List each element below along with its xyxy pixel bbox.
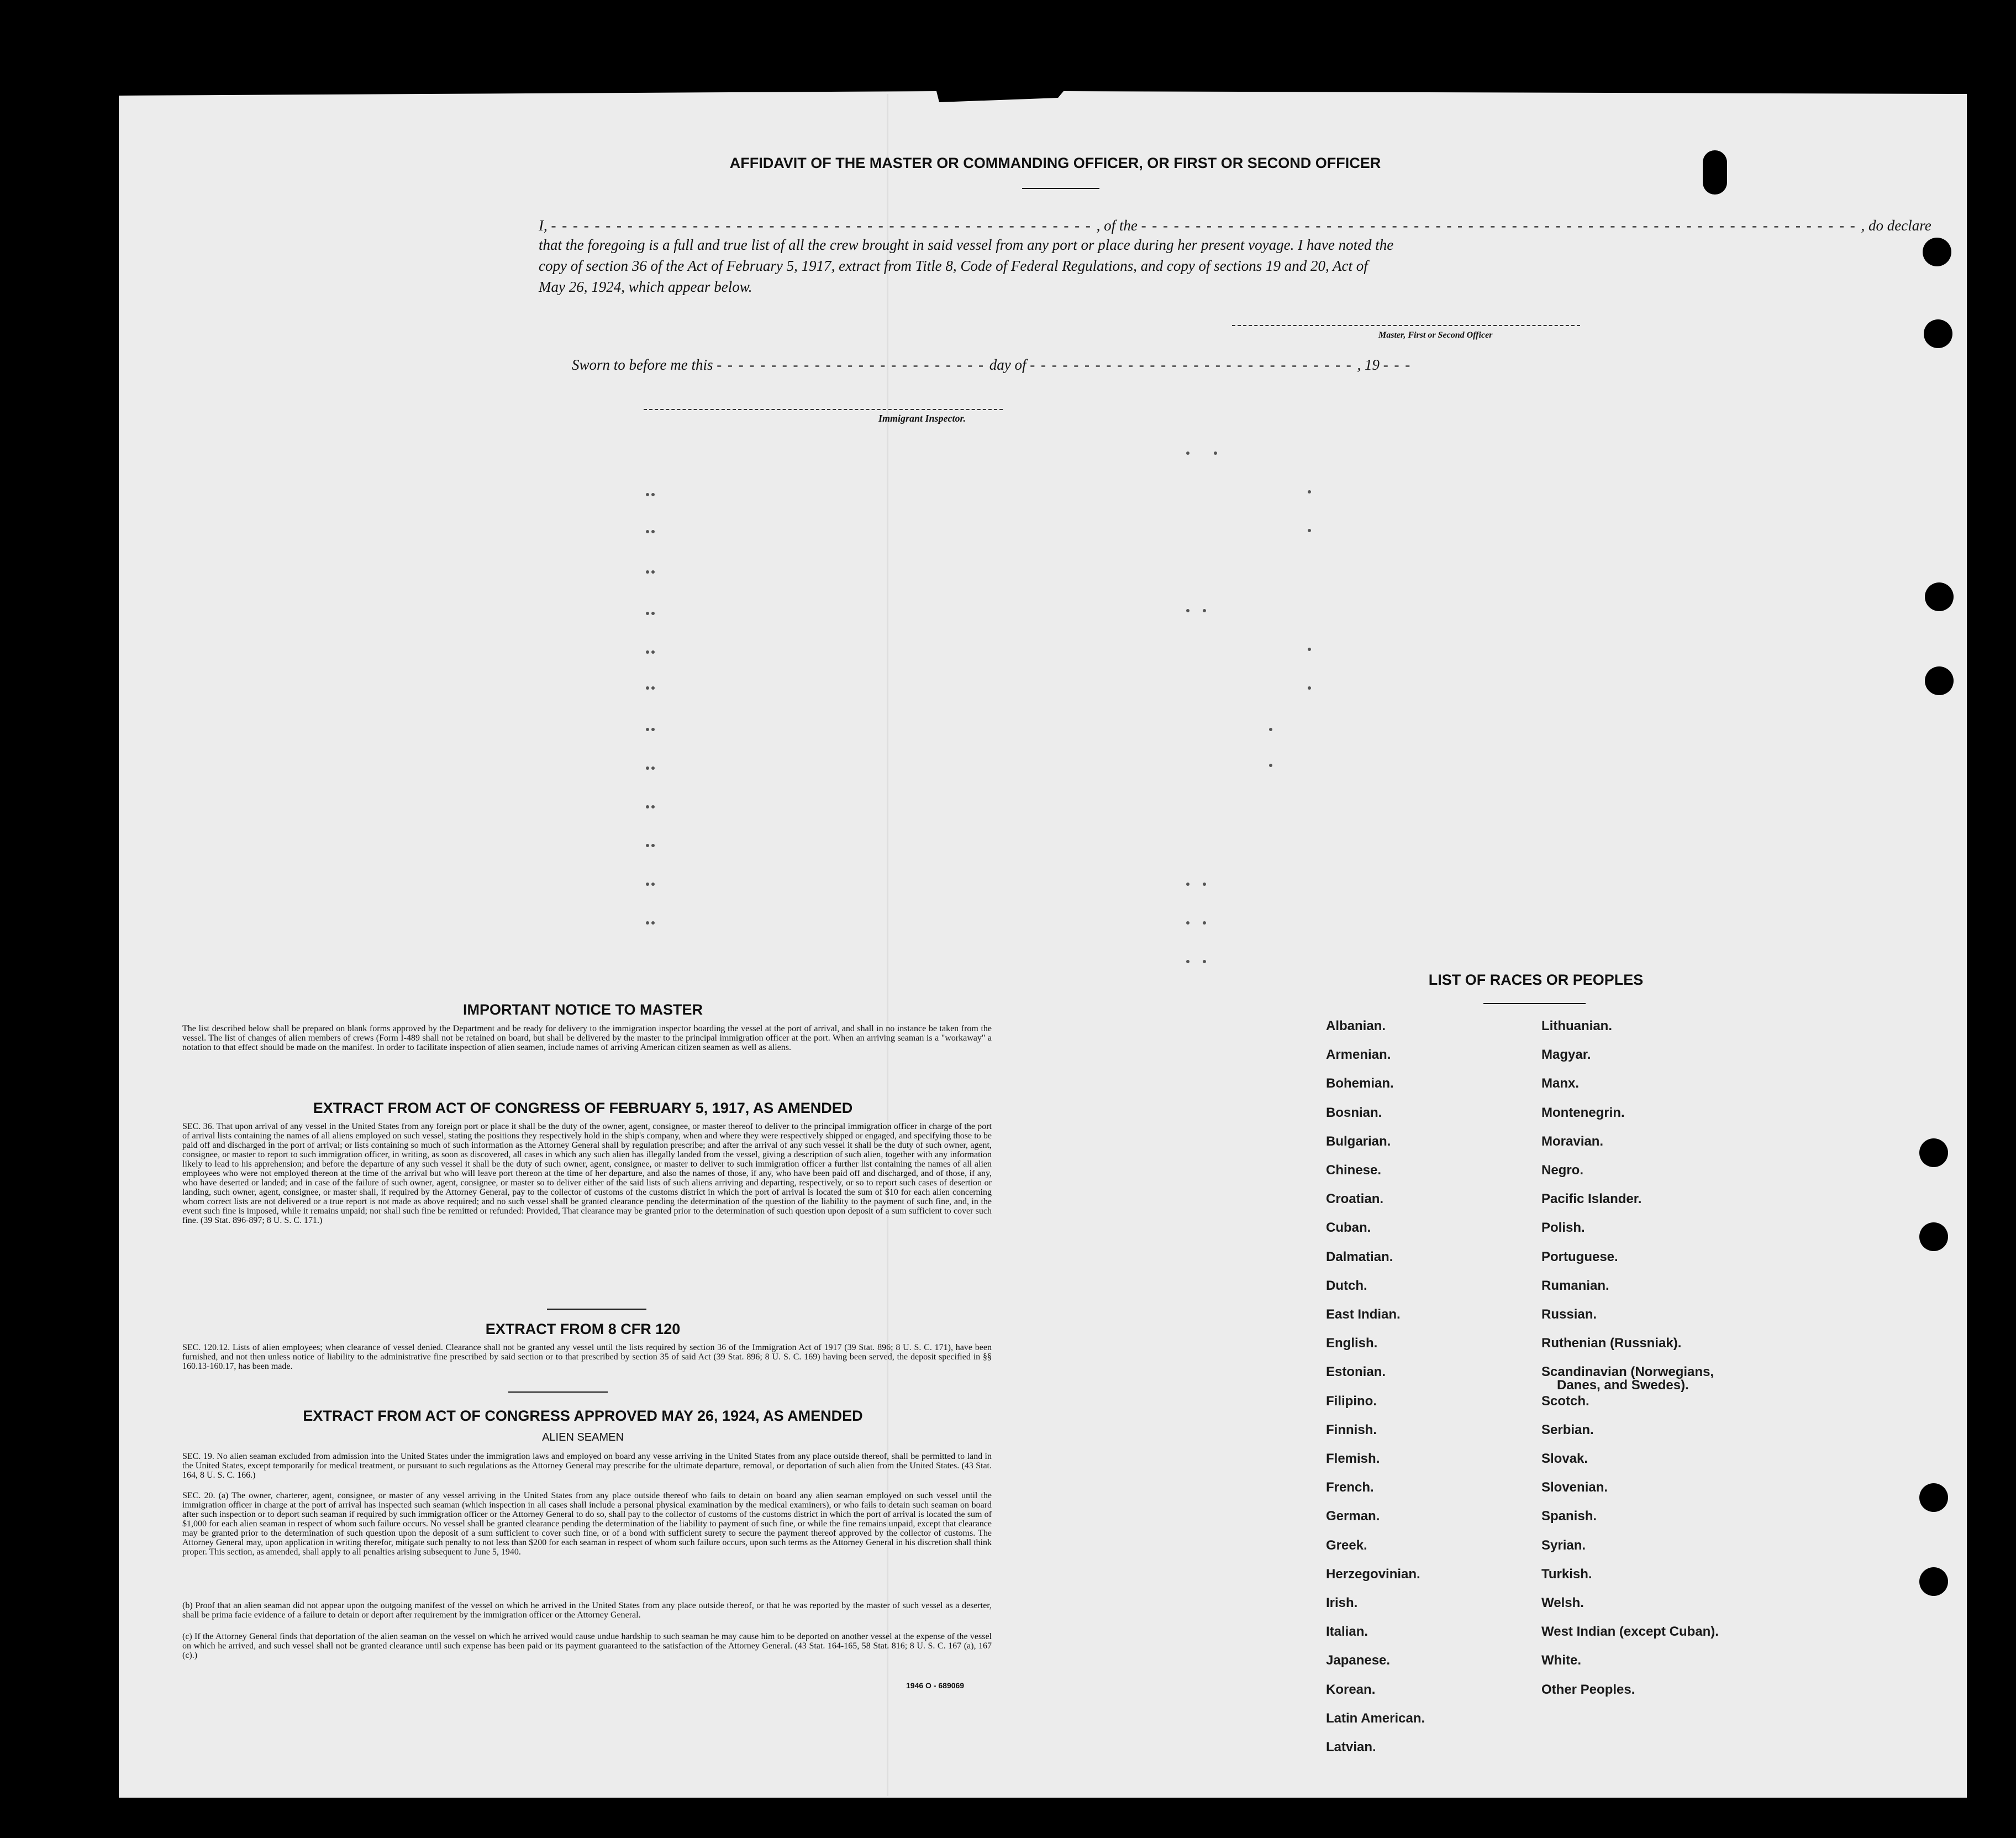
race-item: Albanian. [1326,1018,1386,1033]
print-code: 1946 O - 689069 [906,1681,965,1690]
race-item: East Indian. [1326,1307,1401,1322]
sworn-month-blank[interactable]: - - - - - - - - - - - - - - - - - - - - - - - - - - - - - - [1030,356,1357,373]
race-item: Portuguese. [1541,1249,1618,1264]
race-item: German. [1326,1509,1380,1524]
race-item: Latvian. [1326,1740,1376,1755]
affidavit-title: AFFIDAVIT OF THE MASTER OR COMMANDING OFFICER, OR FIRST OR SECOND OFFICER [729,155,1381,171]
race-item: Welsh. [1541,1595,1584,1610]
sworn-year: , 19 [1357,356,1380,373]
race-item: Filipino. [1326,1394,1377,1409]
race-item: Negro. [1541,1163,1584,1178]
race-item: Japanese. [1326,1653,1391,1668]
sec20c-body: (c) If the Attorney General finds that deportation of the alien seaman on the vessel on which he arrived would cause undue hardship to such seaman he may cause him to be deported on another vessel at the expense of the vessel on which he arrived, and such vessel shall not be granted clearance until such expense has been paid or its payment guaranteed to the satisfaction of the Attorney General. (43 Stat. 164-165, 58 Stat. 816; 8 U. S. C. 167 (a), 167 (c).) [182,1632,992,1660]
race-item: Pacific Islander. [1541,1191,1642,1206]
race-item: Bosnian. [1326,1105,1382,1120]
sworn-year-blank[interactable]: - - - [1383,356,1412,373]
declaration-body-1: that the foregoing is a full and true list of all the crew brought in said vessel from any port or place during her present voyage. I have noted the [539,237,1394,253]
race-item: Russian. [1541,1307,1597,1322]
section-rule [508,1391,608,1393]
declaration-of-the: , of the [1096,217,1138,234]
race-item: Italian. [1326,1624,1368,1639]
race-item: Serbian. [1541,1422,1594,1437]
race-item: Slovak. [1541,1451,1588,1466]
race-item: Spanish. [1541,1509,1597,1524]
race-item: Dutch. [1326,1278,1367,1293]
race-item: Chinese. [1326,1163,1382,1178]
alien-seamen-subtitle: ALIEN SEAMEN [542,1431,624,1443]
extract-cfr-body: SEC. 120.12. Lists of alien employees; when clearance of vessel denied. Clearance shall not be granted any vessel until the lists required by section 36 of the Immigration Act of 1917 (39 Stat. 896; 8 U. S. C. 171), have been furnished, and not then unless notice of liability to the administrative fine prescribed by said section or to that prescribed by section 35 of said Act (39 Stat. 896; 8 U. S. C. 169) having been served, the deposit specified in §§ 160.13-160.17, has been made. [182,1343,992,1371]
race-item: Croatian. [1326,1191,1384,1206]
vessel-blank[interactable]: - - - - - - - - - - - - - - - - - - - - - - - - - - - - - - - - - - - - - - - - - - - - - - - - - - - - - - - - - - - - - - - - - - [1141,217,1861,234]
extract-1917-body: SEC. 36. That upon arrival of any vessel in the United States from any foreign port or place it shall be the duty of the owner, agent, consignee, or master thereof to deliver to the principal immigration officer in charge of the port of arrival lists containing the names of all aliens employed on such vessel, stating the positions they respectively hold in the ship's company, when and where they were respectively shipped or engaged, and specifying those to be paid off and discharged in the port of arrival; or lists containing so much of such information as the Attorney General shall by regulation prescribe; and after the arrival of any such vessel it shall be the duty of such owner, agent, consignee, or master to report to such immigration officer, in writing, as soon as discovered, all cases in which any such alien has illegally landed from the vessel, giving a description of such alien, together with any information likely to lead to his apprehension; and before the departure of any such vessel it shall be the duty of such owner, agent, consignee, or master to deliver to such immigration officer a further list containing the names of all alien employees who were not employed thereon at the time of the arrival but who will leave port thereon at the time of her departure, and also the names of those, if any, who have been paid off and discharged, and of those, if any, who have deserted or landed; and in case of the failure of such owner, agent, consignee, or master so to deliver either of the said lists of such aliens arriving and departing, respectively, or so to report such cases of desertion or landing, such owner, agent, consignee, or master shall, if required by the Attorney General, pay to the collector of customs of the customs district in which the port of arrival is located the sum of $10 for each alien concerning whom correct lists are not delivered or a true report is not made as above required; and no such vessel shall be granted clearance pending the determination of the question of the liability to the payment of such fine, and, in the event such fine is imposed, while it remains unpaid; nor shall such fine be remitted or refunded: Provided, That clearance may be granted prior to the determination of such question upon deposit of a sum sufficient to cover such fine. (39 Stat. 896-897; 8 U. S. C. 171.) [182,1122,992,1225]
notice-body: The list described below shall be prepared on blank forms approved by the Department and be ready for delivery to the immigration inspector boarding the vessel at the port of arrival, and shall in no instance be taken from the vessel. The list of changes of alien members of crews (Form I-489 shall not be retained on board, but shall be delivered by the master to the principal immigration officer at the port. When an arriving seaman is a "workaway" a notation to that effect should be made on the manifest. In order to facilitate inspection of alien seamen, include names of arriving American citizen seamen as well as aliens. [182,1024,992,1052]
race-item: Moravian. [1541,1134,1604,1149]
race-item: Scandinavian (Norwegians, [1541,1364,1714,1379]
name-blank[interactable]: - - - - - - - - - - - - - - - - - - - - - - - - - - - - - - - - - - - - - - - - - - - - - - - - - - [551,217,1097,234]
extract-cfr-title: EXTRACT FROM 8 CFR 120 [485,1321,681,1337]
race-item: Bohemian. [1326,1076,1394,1091]
race-item: Estonian. [1326,1364,1386,1379]
race-item: Other Peoples. [1541,1682,1635,1697]
race-item: Flemish. [1326,1451,1380,1466]
race-item: Herzegovinian. [1326,1567,1420,1582]
sec20a-body: SEC. 20. (a) The owner, charterer, agent, consignee, or master of any vessel arriving in the United States from any place outside thereof who fails to detain on board any alien seaman employed on such vessel until the immigration officer in charge at the port of arrival has inspected such seaman (which inspection in all cases shall include a personal physical examination by the medical examiners), or who fails to detain such seaman on board after such inspection or to deport such seaman if required by such immigration officer or the Attorney General to do so, shall pay to the collector of customs of the customs district in which the port of arrival is located the sum of $1,000 for each alien seaman in respect of whom such failure occurs. No vessel shall be granted clearance pending the determination of the liability to payment of such fine, or while the fine remains unpaid, except that clearance may be granted prior to the determination of such question upon the deposit of a sum sufficient to cover such fine, or of a bond with sufficient surety to secure the payment thereof approved by the collector of customs. The Attorney General may, upon application in writing therefor, mitigate such penalty to not less than $200 for each seaman in respect of whom such failure occurs, upon such terms as the Attorney General in his discretion shall think proper. This section, as amended, shall apply to all penalties arising subsequent to June 5, 1940. [182,1491,992,1557]
declaration-body-3: May 26, 1924, which appear below. [539,279,752,295]
race-item: Bulgarian. [1326,1134,1391,1149]
extract-1917-title: EXTRACT FROM ACT OF CONGRESS OF FEBRUARY 5, 1917, AS AMENDED [313,1100,853,1116]
race-item: Danes, and Swedes). [1557,1378,1689,1393]
race-item: English. [1326,1336,1378,1351]
race-item: Dalmatian. [1326,1249,1393,1264]
declaration-declare: , do declare [1861,217,1931,234]
race-item: Turkish. [1541,1567,1592,1582]
race-item: Rumanian. [1541,1278,1609,1293]
race-item: Ruthenian (Russniak). [1541,1336,1682,1351]
sworn-date-blank[interactable]: - - - - - - - - - - - - - - - - - - - - - - - - - [717,356,989,373]
inspector-label: Immigrant Inspector. [878,413,966,424]
race-item: Finnish. [1326,1422,1377,1437]
race-item: Irish. [1326,1595,1358,1610]
race-item: Montenegrin. [1541,1105,1625,1120]
declaration-body-2: copy of section 36 of the Act of February 5, 1917, extract from Title 8, Code of Federal Regulations, and copy of sections 19 and 20, Act of [539,258,1368,274]
sec20b-body: (b) Proof that an alien seaman did not appear upon the outgoing manifest of the vessel on which he arrived in the United States from any place outside thereof, or that he was reported by the master of such vessel as a deserter, shall be prima facie evidence of a failure to detain or deport after requirement by the immigration officer or the Attorney General. [182,1601,992,1620]
race-item: Manx. [1541,1076,1580,1091]
sworn-prefix: Sworn to before me this [572,356,713,373]
sworn-day: day of [989,356,1027,373]
notice-title: IMPORTANT NOTICE TO MASTER [463,1001,703,1018]
race-item: Lithuanian. [1541,1018,1612,1033]
sec19-body: SEC. 19. No alien seaman excluded from admission into the United States under the immigration laws and employed on board any vesse arriving in the United States from any place outside thereof, shall be permitted to land in the United States, except temporarily for medical treatment, or pursuant to such regulations as the Attorney General may prescribe for the ultimate departure, removal, or deportation of such alien from the United States. (43 Stat. 164, 8 U. S. C. 166.) [182,1452,992,1480]
race-item: Latin American. [1326,1711,1425,1726]
section-rule [547,1309,646,1310]
race-item: West Indian (except Cuban). [1541,1624,1719,1639]
race-item: Magyar. [1541,1047,1591,1062]
signature-label: Master, First or Second Officer [1378,330,1493,340]
race-item: Armenian. [1326,1047,1391,1062]
race-item: French. [1326,1480,1374,1495]
races-title-rule [1483,1003,1586,1004]
declaration-i: I, [539,217,548,234]
race-item: Slovenian. [1541,1480,1608,1495]
race-item: Greek. [1326,1538,1367,1553]
race-item: White. [1541,1653,1581,1668]
race-item: Syrian. [1541,1538,1586,1553]
race-item: Scotch. [1541,1394,1589,1409]
races-title: LIST OF RACES OR PEOPLES [1428,971,1644,988]
race-item: Cuban. [1326,1220,1371,1235]
race-item: Polish. [1541,1220,1585,1235]
extract-1924-title: EXTRACT FROM ACT OF CONGRESS APPROVED MAY 26, 1924, AS AMENDED [303,1408,863,1424]
race-item: Korean. [1326,1682,1376,1697]
